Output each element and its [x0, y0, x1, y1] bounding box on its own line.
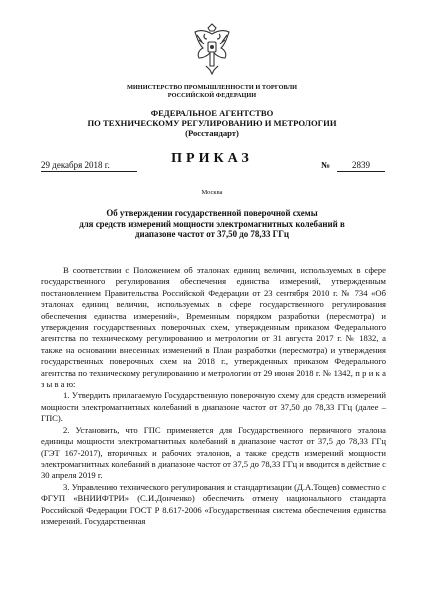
order-date: 29 декабря 2018 г.: [41, 160, 137, 172]
body-paragraph-3: 3. Управлению технического регулирования и стандартизации (Д.А.Тощев) совместно с ФГУП «ВНИИФТРИ» (С.И.Донченко) обеспечить отмену национального стандарта Российской Федерации ГОСТ Р 8.617-2006 «Государственная система обеспечения единства измерений. Государственная: [41, 481, 386, 526]
city: Москва: [201, 189, 223, 196]
document-type-heading: ПРИКАЗ: [171, 151, 253, 166]
ministry-name: [0, 84, 424, 99]
agency-name: [0, 108, 424, 138]
coat-of-arms-emblem: [189, 22, 235, 76]
order-number: 2839: [337, 160, 385, 172]
order-number-label: №: [321, 160, 331, 170]
ministry-line-1: МИНИСТЕРСТВО ПРОМЫШЛЕННОСТИ И ТОРГОВЛИ: [126, 84, 298, 91]
body-paragraph-1: 1. Утвердить прилагаемую Государственную поверочную схему для средств измерений мощности электромагнитных колебаний в диапазоне частот от 37,50 до 78,33 ГГц (далее – ГПС).: [41, 390, 386, 424]
agency-short-name: (Росстандарт): [185, 128, 239, 138]
body-paragraph-2: 2. Установить, что ГПС применяется для Государственного первичного эталона единицы мощности электромагнитных колебаний в диапазоне частот от 37,5 до 78,33 ГГц (ГЭТ 167-2017), вторичных и рабочих эталонов, а также средств измерений мощности электромагнитных колебаний в диапазоне частот от 37,5 до 78,33 ГГц и вводится в действие с 30 апреля 2019 г.: [41, 424, 386, 481]
title-line-2: для средств измерений мощности электромагнитных колебаний в: [79, 218, 345, 229]
agency-line-2: ПО ТЕХНИЧЕСКОМУ РЕГУЛИРОВАНИЮ И МЕТРОЛОГИИ: [87, 118, 337, 128]
agency-line-1: ФЕДЕРАЛЬНОЕ АГЕНТСТВО: [150, 108, 274, 118]
document-body: [41, 265, 386, 527]
document-title: [0, 208, 424, 240]
body-paragraph-preamble: В соответствии с Положением об эталонах единиц величин, используемых в сфере государственного регулирования обеспечения единства измерений, утвержденным постановлением Правительства Российской Федерации от 23 сентября 2010 г. № 734 «Об эталонах единиц величин, используемых в сфере государственного регулирования обеспечения единства измерений», Временным порядком разработки (пересмотра) и утверждения государственных поверочных схем, утвержденным приказом Федерального агентства по техническому регулированию и метрологии от 31 августа 2017 г. № 1832, а также на основании внесенных изменений в План разработки (пересмотра) и утверждения государственных поверочных схем на 2018 г., утвержденных приказом Федерального агентства по техническому регулированию и метрологии от 29 июня 2018 г. № 1342, п р и к а з ы в а ю:: [41, 265, 386, 390]
title-line-3: диапазоне частот от 37,50 до 78,33 ГГц: [134, 229, 290, 239]
title-line-1: Об утверждении государственной поверочной схемы: [106, 208, 318, 218]
ministry-line-2: РОССИЙСКОЙ ФЕДЕРАЦИИ: [167, 91, 257, 99]
